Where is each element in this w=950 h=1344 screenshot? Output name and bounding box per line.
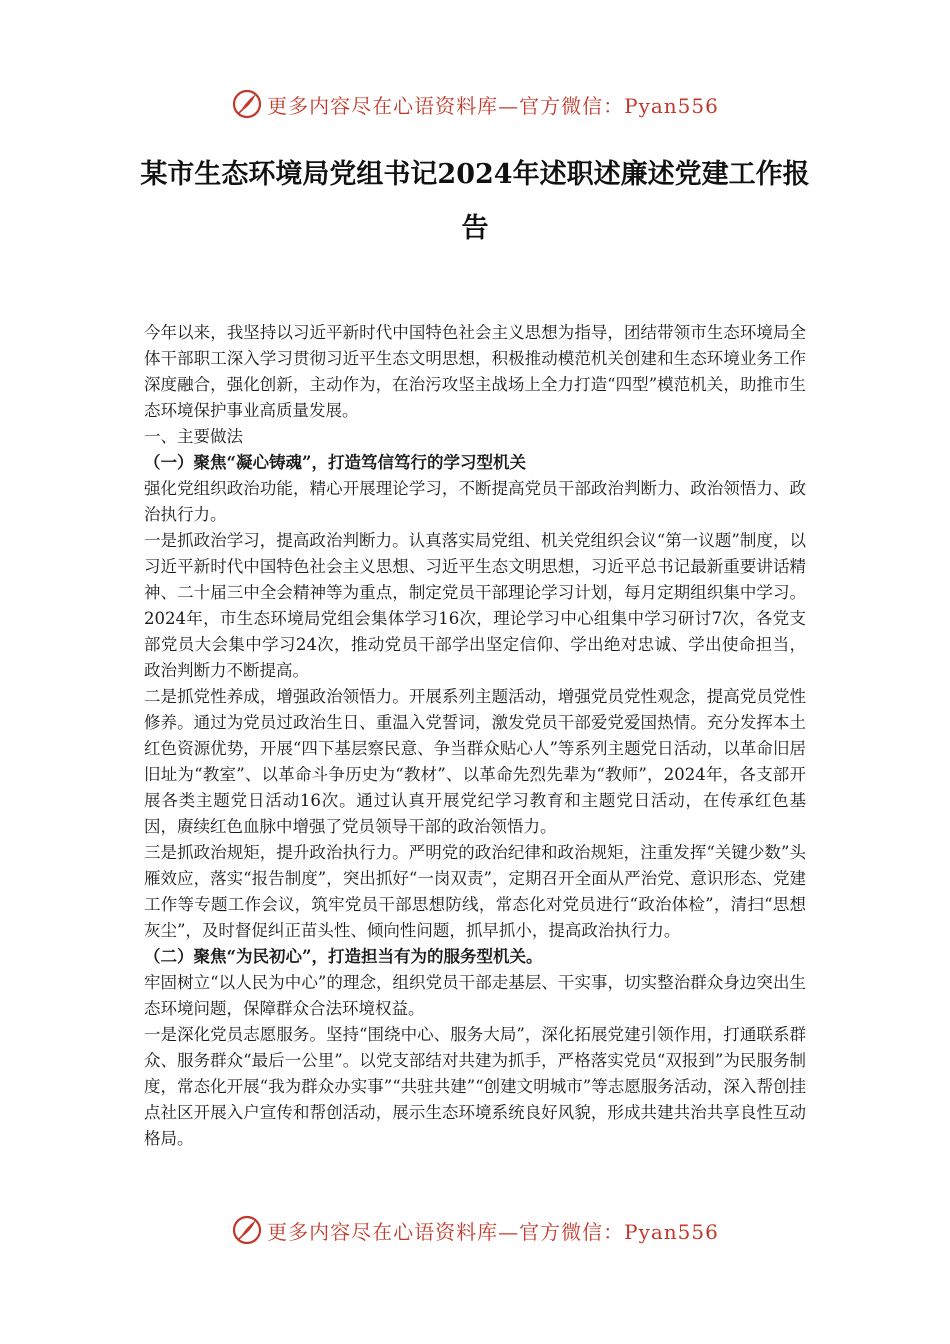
feather-logo-icon xyxy=(231,88,263,120)
section-heading: 一、主要做法 xyxy=(144,427,243,446)
subsection-heading: （一）聚焦“凝心铸魂”，打造笃信笃行的学习型机关 xyxy=(144,453,526,472)
body-paragraph: 三是抓政治规矩，提升政治执行力。严明党的政治纪律和政治规矩，注重发挥“关键少数”头雁效应，落实“报告制度”，突出抓好“一岗双责”，定期召开全面从严治党、意识形态、党建工作等专题工作会议，筑牢党员干部思想防线，常态化对党员进行“政治体检”，清扫“思想灰尘”，及时督促纠正苗头性、倾向性问题，抓早抓小，提高政治执行力。 xyxy=(144,843,806,940)
body-paragraph: 牢固树立“以人民为中心”的理念，组织党员干部走基层、干实事，切实整治群众身边突出生态环境问题，保障群众合法环境权益。 xyxy=(144,973,806,1018)
watermark-header xyxy=(0,84,950,124)
watermark-footer xyxy=(0,1210,950,1250)
body-paragraph: 一是深化党员志愿服务。坚持“围绕中心、服务大局”，深化拓展党建引领作用，打通联系群众、服务群众“最后一公里”。以党支部结对共建为抓手，严格落实党员“双报到”为民服务制度，常态化开展“我为群众办实事”“共驻共建”“创建文明城市”等志愿服务活动，深入帮创挂点社区开展入户宣传和帮创活动，展示生态环境系统良好风貌，形成共建共治共享良性互动格局。 xyxy=(144,1025,806,1148)
watermark-text: 更多内容尽在心语资料库—官方微信：Pyan556 xyxy=(267,1219,719,1244)
subsection-heading: （二）聚焦“为民初心”，打造担当有为的服务型机关。 xyxy=(144,947,543,966)
body-paragraph: 强化党组织政治功能，精心开展理论学习，不断提高党员干部政治判断力、政治领悟力、政治执行力。 xyxy=(144,479,806,524)
document-title: 某市生态环境局党组书记2024年述职述廉述党建工作报告 xyxy=(140,159,810,244)
intro-paragraph: 今年以来，我坚持以习近平新时代中国特色社会主义思想为指导，团结带领市生态环境局全体干部职工深入学习贯彻习近平生态文明思想，积极推动模范机关创建和生态环境业务工作深度融合，强化创新，主动作为，在治污攻坚主战场上全力打造“四型”模范机关，助推市生态环境保护事业高质量发展。 xyxy=(144,323,806,420)
feather-logo-icon xyxy=(231,1214,263,1246)
document-body xyxy=(144,320,806,1152)
watermark-text: 更多内容尽在心语资料库—官方微信：Pyan556 xyxy=(267,93,719,118)
body-paragraph: 一是抓政治学习，提高政治判断力。认真落实局党组、机关党组织会议“第一议题”制度，以习近平新时代中国特色社会主义思想、习近平生态文明思想，习近平总书记最新重要讲话精神、二十届三中全会精神等为重点，制定党员干部理论学习计划，每月定期组织集中学习。2024年，市生态环境局党组会集体学习16次，理论学习中心组集中学习研讨7次，各党支部党员大会集中学习24次，推动党员干部学出坚定信仰、学出绝对忠诚、学出使命担当，政治判断力不断提高。 xyxy=(144,531,806,680)
body-paragraph: 二是抓党性养成，增强政治领悟力。开展系列主题活动，增强党员党性观念，提高党员党性修养。通过为党员过政治生日、重温入党誓词，激发党员干部爱党爱国热情。充分发挥本土红色资源优势，开展“四下基层察民意、争当群众贴心人”等系列主题党日活动，以革命旧居旧址为“教室”、以革命斗争历史为“教材”、以革命先烈先辈为“教师”，2024年，各支部开展各类主题党日活动16次。通过认真开展党纪学习教育和主题党日活动，在传承红色基因，赓续红色血脉中增强了党员领导干部的政治领悟力。 xyxy=(144,687,806,836)
